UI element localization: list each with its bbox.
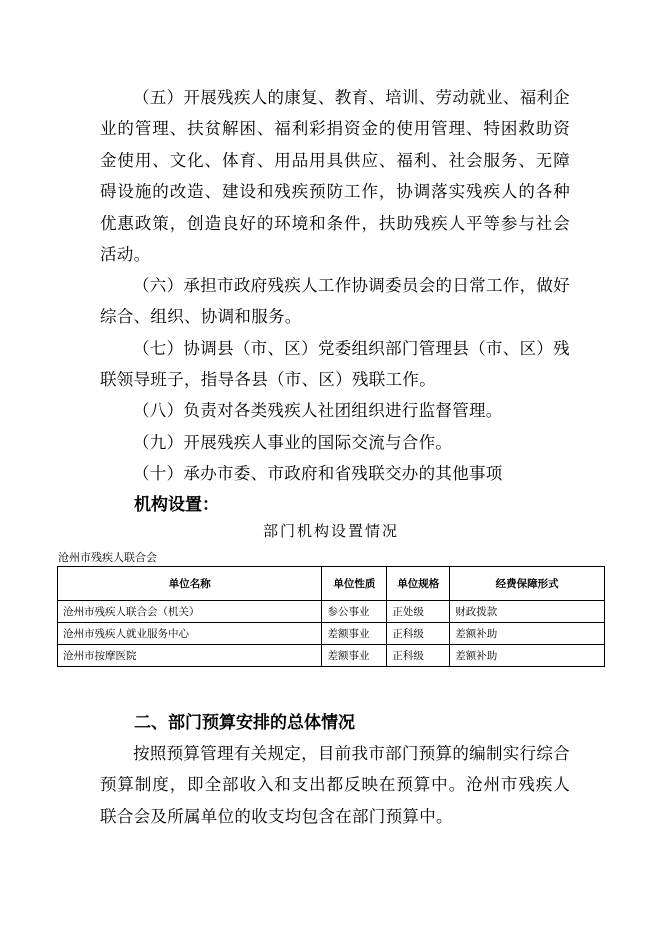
- cell-unit-level: 正科级: [387, 623, 450, 645]
- table-row: [58, 601, 605, 623]
- cell-unit-level: 正处级: [387, 601, 450, 623]
- cell-funding-type: 差额补助: [450, 645, 605, 667]
- table-row: [58, 623, 605, 645]
- paragraph-item-10: （十）承办市委、市政府和省残联交办的其他事项: [133, 464, 503, 483]
- cell-unit-name: 沧州市残疾人就业服务中心: [58, 623, 322, 645]
- org-setup-heading: 机构设置：: [134, 495, 219, 515]
- section-2-heading: 二、部门预算安排的总体情况: [134, 713, 355, 733]
- cell-unit-nature: 差额事业: [322, 623, 387, 645]
- cell-unit-nature: 参公事业: [322, 601, 387, 623]
- paragraph-item-9: （九）开展残疾人事业的国际交流与合作。: [133, 433, 453, 452]
- cell-unit-name: 沧州市残疾人联合会（机关）: [58, 601, 322, 623]
- header-unit-nature: 单位性质: [322, 567, 387, 601]
- paragraph-item-7: （七）协调县（市、区）党委组织部门管理县（市、区）残联领导班子，指导各县（市、区）残联工作。: [100, 339, 570, 390]
- table-row: [58, 645, 605, 667]
- paragraph-item-8: （八）负责对各类残疾人社团组织进行监督管理。: [133, 401, 503, 420]
- org-label: 沧州市残疾人联合会: [58, 551, 157, 564]
- header-funding-type: 经费保障形式: [450, 567, 605, 601]
- paragraph-item-6: （六）承担市政府残疾人工作协调委员会的日常工作，做好综合、组织、协调和服务。: [100, 276, 570, 327]
- cell-unit-nature: 差额事业: [322, 645, 387, 667]
- table-header-row: [58, 567, 605, 601]
- table-title: 部门机构设置情况: [262, 522, 399, 540]
- cell-funding-type: 差额补助: [450, 623, 605, 645]
- header-unit-name: 单位名称: [58, 567, 322, 601]
- cell-funding-type: 财政拨款: [450, 601, 605, 623]
- paragraph-item-5: （五）开展残疾人的康复、教育、培训、劳动就业、福利企业的管理、扶贫解困、福利彩捐资金的使用管理、特困救助资金使用、文化、体育、用品用具供应、福利、社会服务、无障碍设施的改造、建设和残疾预防工作，协调落实残疾人的各种优惠政策，创造良好的环境和条件，扶助残疾人平等参与社会活动。: [100, 88, 570, 265]
- section-2-body: 按照预算管理有关规定，目前我市部门预算的编制实行综合预算制度，即全部收入和支出都反映在预算中。沧州市残疾人联合会及所属单位的收支均包含在部门预算中。: [100, 744, 570, 826]
- cell-unit-level: 正科级: [387, 645, 450, 667]
- header-unit-level: 单位规格: [387, 567, 450, 601]
- org-table: [57, 566, 605, 667]
- cell-unit-name: 沧州市按摩医院: [58, 645, 322, 667]
